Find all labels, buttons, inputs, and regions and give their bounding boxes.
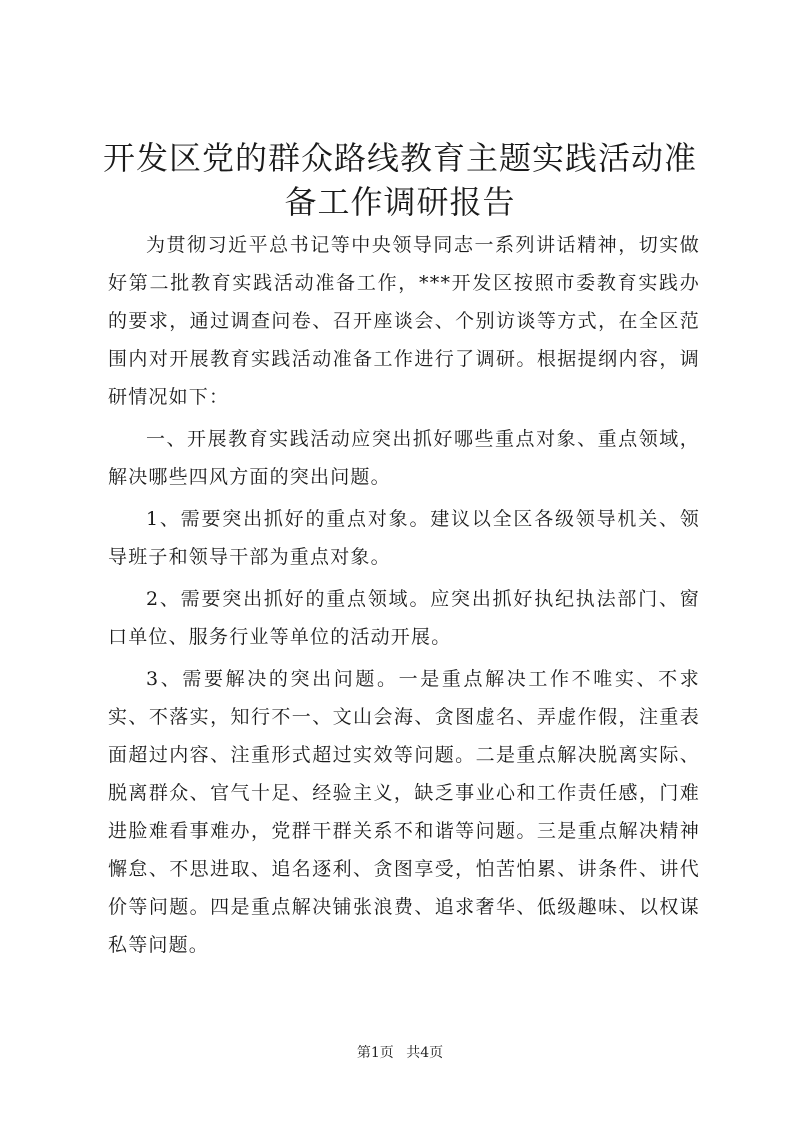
document-title: 开发区党的群众路线教育主题实践活动准备工作调研报告 bbox=[102, 139, 697, 221]
paragraph-item-3: 3、需要解决的突出问题。一是重点解决工作不唯实、不求实、不落实，知行不一、文山会海、贪图虚名、弄虚作假，注重表面超过内容、注重形式超过实效等问题。二是重点解决脱离实际、脱离群众、官气十足、经验主义，缺乏事业心和工作责任感，门难进脸难看事难办，党群干群关系不和谐等问题。三是重点解决精神懈怠、不思进取、追名逐利、贪图享受，怕苦怕累、讲条件、讲代价等问题。四是重点解决铺张浪费、追求奢华、低级趣味、以权谋私等问题。 bbox=[108, 668, 700, 956]
page-total: 共4页 bbox=[406, 1045, 444, 1061]
page-footer bbox=[0, 1044, 800, 1062]
paragraph-item-1: 1、需要突出抓好的重点对象。建议以全区各级领导机关、领导班子和领导干部为重点对象。 bbox=[108, 508, 700, 568]
paragraph-section-one: 一、开展教育实践活动应突出抓好哪些重点对象、重点领域，解决哪些四风方面的突出问题。 bbox=[108, 428, 700, 488]
page-number: 第1页 bbox=[356, 1045, 394, 1061]
paragraph-intro: 为贯彻习近平总书记等中央领导同志一系列讲话精神，切实做好第二批教育实践活动准备工作，***开发区按照市委教育实践办的要求，通过调查问卷、召开座谈会、个别访谈等方式，在全区范围内对开展教育实践活动准备工作进行了调研。根据提纲内容，调研情况如下： bbox=[108, 234, 700, 408]
paragraph-item-2: 2、需要突出抓好的重点领域。应突出抓好执纪执法部门、窗口单位、服务行业等单位的活动开展。 bbox=[108, 588, 700, 648]
document-body bbox=[108, 226, 700, 968]
